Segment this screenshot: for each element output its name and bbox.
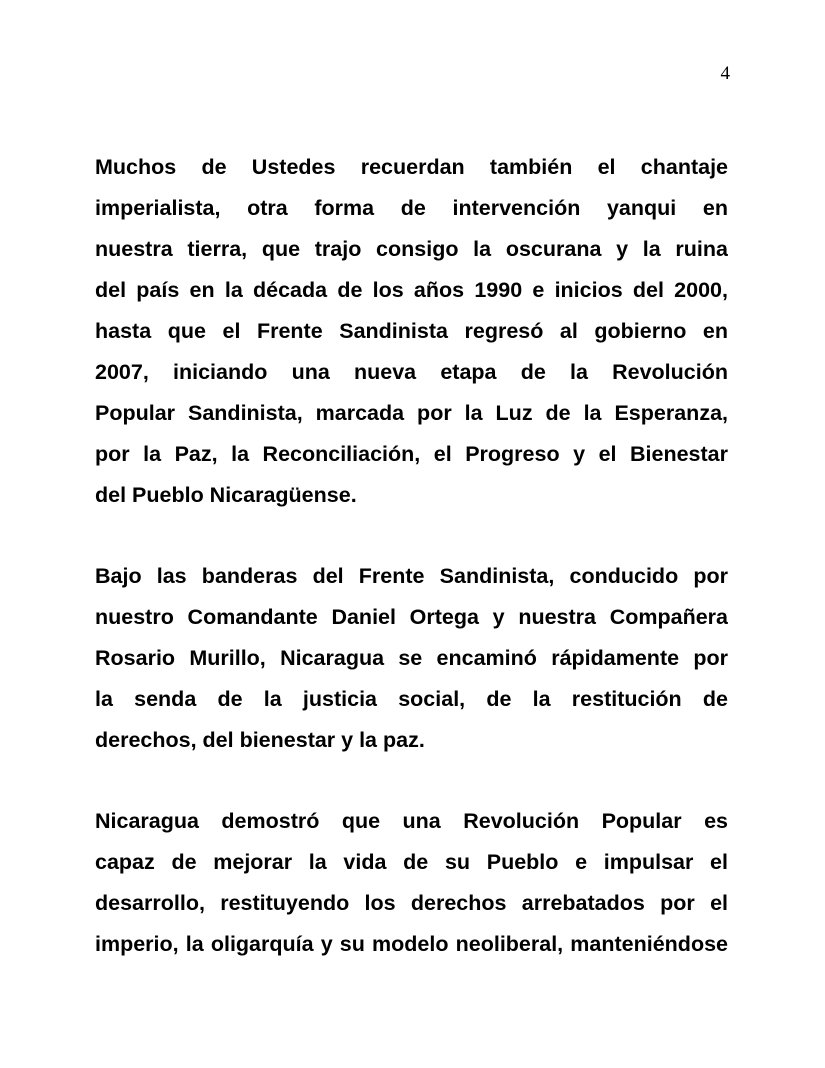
text-line: capaz de mejorar la vida de su Pueblo e impulsar el [95,850,728,874]
text-line: imperio, la oligarquía y su modelo neoliberal, manteniéndose [95,932,728,956]
text-line: Nicaragua demostró que una Revolución Popular es [95,809,728,833]
document-body [95,147,728,965]
text-line: 2007, iniciando una nueva etapa de la Revolución [95,360,728,384]
text-line: Rosario Murillo, Nicaragua se encaminó rápidamente por [95,646,728,670]
text-line: imperialista, otra forma de intervención yanqui en [95,196,728,220]
text-line: Bajo las banderas del Frente Sandinista, conducido por [95,564,728,588]
text-line: del país en la década de los años 1990 e inicios del 2000, [95,278,728,302]
text-line: hasta que el Frente Sandinista regresó al gobierno en [95,319,728,343]
text-line: del Pueblo Nicaragüense. [95,483,357,507]
text-line: la senda de la justicia social, de la restitución de [95,687,728,711]
page-number: 4 [720,63,730,84]
paragraph [95,556,728,761]
text-line: Muchos de Ustedes recuerdan también el chantaje [95,155,728,179]
paragraph [95,147,728,516]
paragraph [95,801,728,965]
text-line: desarrollo, restituyendo los derechos arrebatados por el [95,891,728,915]
text-line: nuestro Comandante Daniel Ortega y nuestra Compañera [95,605,728,629]
text-line: por la Paz, la Reconciliación, el Progreso y el Bienestar [95,442,728,466]
text-line: Popular Sandinista, marcada por la Luz de la Esperanza, [95,401,728,425]
text-line: nuestra tierra, que trajo consigo la oscurana y la ruina [95,237,728,261]
text-line: derechos, del bienestar y la paz. [95,728,425,752]
